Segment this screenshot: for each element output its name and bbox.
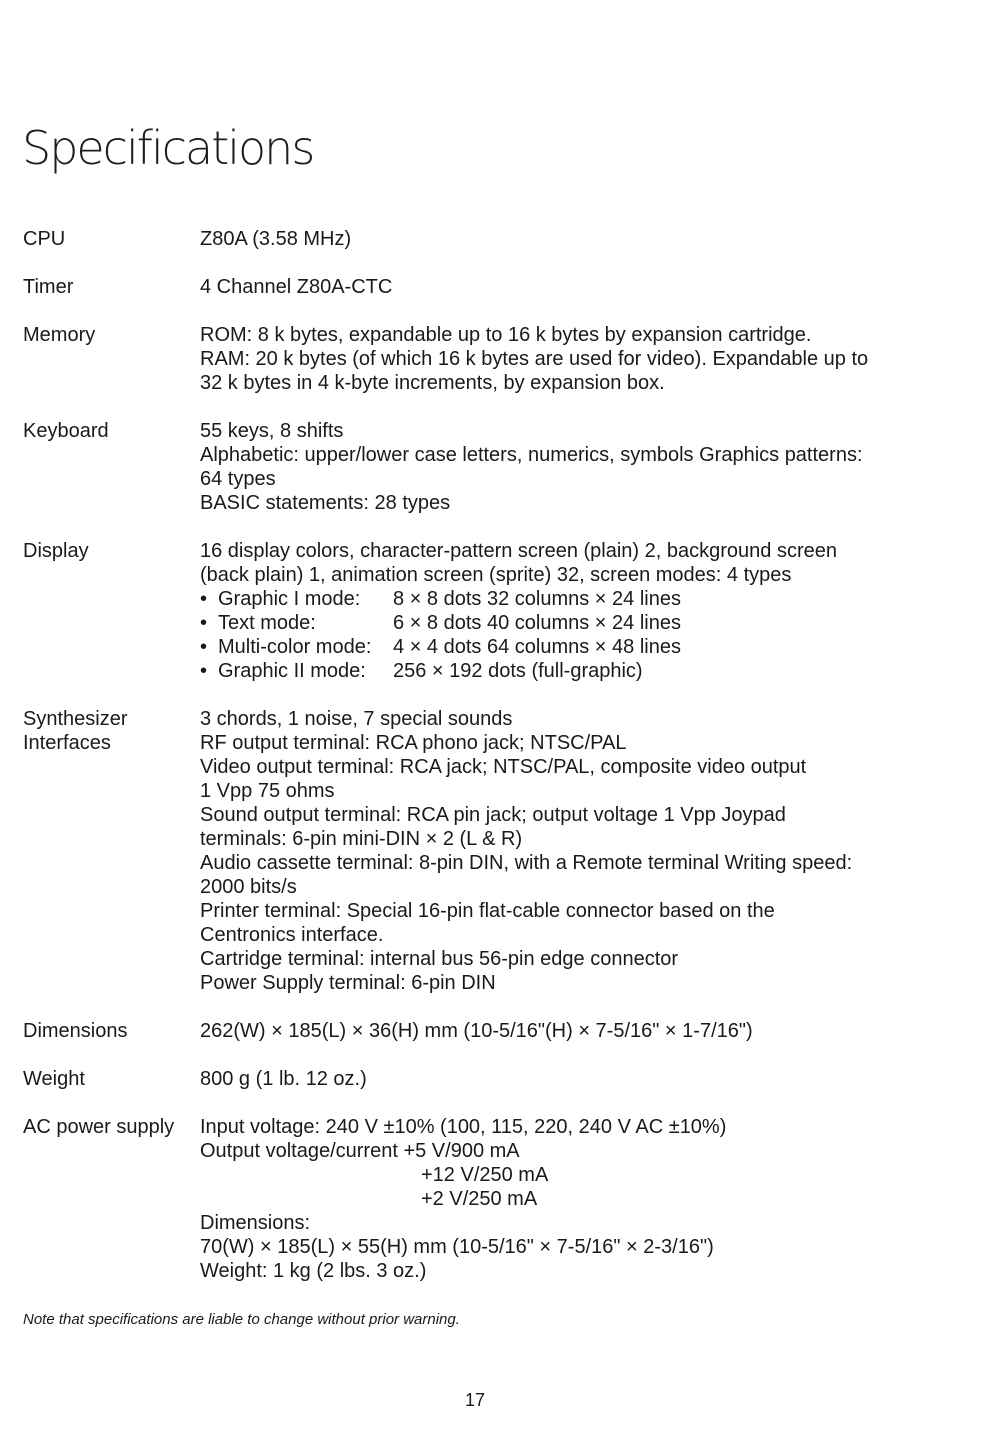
spec-label-display: Display [23,540,89,562]
display-mode-spec: 6 × 8 dots 40 columns × 24 lines [393,612,681,634]
display-mode-name: Graphic II mode: [218,660,366,682]
spec-label-ac-power-supply: AC power supply [23,1116,175,1138]
display-mode-item [200,611,943,635]
spec-line-output-voltage-extra: +12 V/250 mA [421,1164,549,1186]
spec-line: RF output terminal: RCA phono jack; NTSC/PAL [200,732,627,754]
spec-value-memory [200,323,943,395]
spec-row-weight [23,1067,943,1091]
spec-value-keyboard [200,419,943,515]
display-mode-item [200,635,943,659]
spec-value-display [200,539,943,683]
spec-value-synthesizer-interfaces [200,707,943,995]
spec-line: Alphabetic: upper/lower case letters, numerics, symbols Graphics patterns: [200,444,863,466]
display-mode-item [200,659,943,683]
spec-line: Centronics interface. [200,924,384,946]
spec-value-dimensions [200,1019,943,1043]
display-mode-name: Text mode: [218,612,316,634]
spec-line-output-voltage: Output voltage/current +5 V/900 mA [200,1140,520,1162]
spec-line-input-voltage: Input voltage: 240 V ±10% (100, 115, 220, 240 V AC ±10%) [200,1116,727,1138]
page-title: Specifications [22,121,314,175]
bullet-icon: • [200,636,208,658]
spec-line: 1 Vpp 75 ohms [200,780,335,802]
spec-line: 55 keys, 8 shifts [200,420,344,442]
spec-line-output-voltage-extra: +2 V/250 mA [421,1188,538,1210]
display-mode-name: Multi-color mode: [218,636,372,658]
bullet-icon: • [200,612,208,634]
spec-line: RAM: 20 k bytes (of which 16 k bytes are used for video). Expandable up to [200,348,869,370]
spec-label-memory: Memory [23,324,96,346]
spec-line: Printer terminal: Special 16-pin flat-cable connector based on the [200,900,775,922]
footnote: Note that specifications are liable to change without prior warning. [23,1311,460,1328]
spec-label-weight: Weight [23,1068,85,1090]
spec-line: 3 chords, 1 noise, 7 special sounds [200,708,513,730]
spec-row-ac-power-supply [23,1115,943,1283]
spec-line: Z80A (3.58 MHz) [200,228,352,250]
spec-line: ROM: 8 k bytes, expandable up to 16 k bytes by expansion cartridge. [200,324,812,346]
display-mode-spec: 256 × 192 dots (full-graphic) [393,660,643,682]
page-number: 17 [464,1390,486,1410]
spec-line: 32 k bytes in 4 k-byte increments, by expansion box. [200,372,665,394]
display-mode-item [200,587,943,611]
spec-row-dimensions [23,1019,943,1043]
display-mode-spec: 4 × 4 dots 64 columns × 48 lines [393,636,681,658]
bullet-icon: • [200,588,208,610]
spec-line-weight: Weight: 1 kg (2 lbs. 3 oz.) [200,1260,427,1282]
spec-row-synthesizer-interfaces [23,707,943,995]
spec-line: Audio cassette terminal: 8-pin DIN, with a Remote terminal Writing speed: [200,852,853,874]
spec-label-keyboard: Keyboard [23,420,109,442]
spec-line-dimensions: 70(W) × 185(L) × 55(H) mm (10-5/16" × 7-5/16" × 2-3/16") [200,1236,714,1258]
spec-label-synthesizer: Synthesizer [23,708,128,730]
spec-row-cpu [23,227,943,251]
spec-line: (back plain) 1, animation screen (sprite) 32, screen modes: 4 types [200,564,792,586]
spec-table [23,227,943,1307]
spec-row-display [23,539,943,683]
spec-line: 16 display colors, character-pattern screen (plain) 2, background screen [200,540,837,562]
spec-row-timer [23,275,943,299]
spec-line: 2000 bits/s [200,876,297,898]
spec-value-weight [200,1067,943,1091]
spec-label-interfaces: Interfaces [23,732,111,754]
spec-line: Sound output terminal: RCA pin jack; output voltage 1 Vpp Joypad [200,804,786,826]
spec-line: 4 Channel Z80A-CTC [200,276,393,298]
spec-value-timer [200,275,943,299]
spec-label-timer: Timer [23,276,74,298]
spec-line: BASIC statements: 28 types [200,492,451,514]
spec-row-keyboard [23,419,943,515]
spec-label-dimensions: Dimensions [23,1020,128,1042]
spec-label-cpu: CPU [23,228,66,250]
display-mode-spec: 8 × 8 dots 32 columns × 24 lines [393,588,681,610]
spec-label-synthesizer-interfaces [23,707,200,995]
spec-line: 800 g (1 lb. 12 oz.) [200,1068,367,1090]
spec-line: 262(W) × 185(L) × 36(H) mm (10-5/16"(H) × 7-5/16" × 1-7/16") [200,1020,753,1042]
spec-line: Video output terminal: RCA jack; NTSC/PAL, composite video output [200,756,807,778]
spec-line: Cartridge terminal: internal bus 56-pin edge connector [200,948,679,970]
spec-row-memory [23,323,943,395]
display-mode-name: Graphic I mode: [218,588,361,610]
spec-line-dimensions-label: Dimensions: [200,1212,311,1234]
spec-value-ac-power-supply [200,1115,943,1283]
spec-value-cpu [200,227,943,251]
spec-line: terminals: 6-pin mini-DIN × 2 (L & R) [200,828,523,850]
spec-line: 64 types [200,468,276,490]
spec-line: Power Supply terminal: 6-pin DIN [200,972,496,994]
bullet-icon: • [200,660,208,682]
